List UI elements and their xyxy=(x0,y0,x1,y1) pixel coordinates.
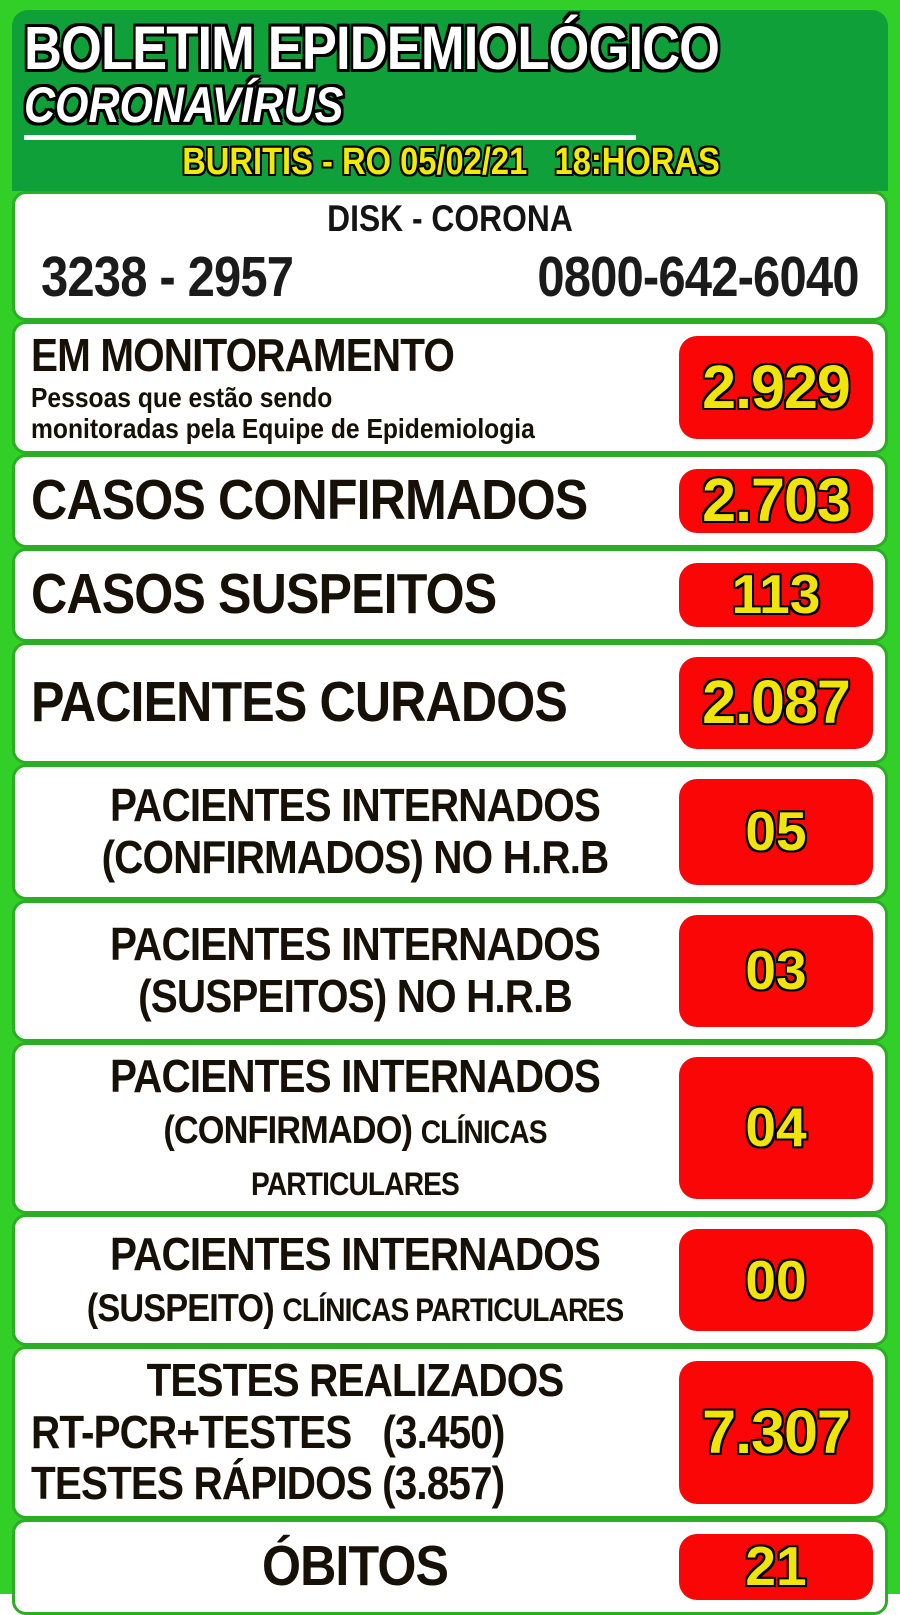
stat-row xyxy=(12,548,888,642)
stat-label-line: PACIENTES INTERNADOS xyxy=(110,1049,600,1102)
stat-value: 05 xyxy=(745,800,807,863)
stat-label xyxy=(31,780,679,883)
stat-value: 113 xyxy=(731,563,821,626)
stat-label-line: PACIENTES CURADOS xyxy=(31,669,567,734)
stat-label xyxy=(31,1355,679,1510)
stat-badge xyxy=(679,657,873,749)
stat-value: 04 xyxy=(745,1096,807,1159)
stat-label xyxy=(31,563,679,627)
header-underline xyxy=(24,135,636,140)
content-stack xyxy=(12,191,888,1615)
stat-badge xyxy=(679,336,873,438)
stat-row xyxy=(12,900,888,1042)
stat-value: 7.307 xyxy=(702,1397,850,1466)
location-date-line: BURITIS - RO 05/02/21 18:HORAS xyxy=(182,141,720,183)
stat-value: 21 xyxy=(745,1535,807,1598)
stat-badge xyxy=(679,915,873,1027)
stat-label-line: monitoradas pela Equipe de Epidemiologia xyxy=(31,413,535,445)
stat-value: 2.703 xyxy=(702,466,850,535)
stat-row xyxy=(12,764,888,900)
stat-label-line: Pessoas que estão sendo xyxy=(31,381,333,413)
stat-value: 03 xyxy=(745,939,807,1002)
stat-label-line xyxy=(70,1102,640,1205)
stat-value: 00 xyxy=(745,1248,807,1311)
hotline-box xyxy=(12,191,888,322)
stat-value: 2.929 xyxy=(702,353,850,422)
stat-label-part: CLÍNICAS PARTICULARES xyxy=(282,1292,624,1329)
stat-row xyxy=(12,454,888,548)
bulletin-title: BOLETIM EPIDEMIOLÓGICO xyxy=(24,14,720,82)
stat-label-line: RT-PCR+TESTES (3.450) xyxy=(31,1405,505,1458)
stat-label xyxy=(31,919,679,1022)
stat-badge xyxy=(679,1534,873,1600)
phone-local: 3238 - 2957 xyxy=(41,245,294,310)
stat-label-line: TESTES REALIZADOS xyxy=(146,1354,564,1407)
stat-badge xyxy=(679,1361,873,1504)
stat-label xyxy=(31,1535,679,1599)
stat-label-part: (CONFIRMADO) xyxy=(163,1109,421,1153)
coronavirus-subtitle: CORONAVÍRUS xyxy=(24,77,344,133)
stat-badge xyxy=(679,563,873,627)
header-panel xyxy=(12,10,888,191)
stat-label-line xyxy=(70,1280,640,1332)
stat-label-line: CASOS SUSPEITOS xyxy=(31,561,497,626)
phone-numbers-row xyxy=(33,240,867,310)
stat-label-line: (SUSPEITOS) NO H.R.B xyxy=(138,969,572,1022)
stat-label-line: PACIENTES INTERNADOS xyxy=(110,779,600,832)
stat-label-line: PACIENTES INTERNADOS xyxy=(110,918,600,971)
stat-label-line: ÓBITOS xyxy=(261,1533,449,1598)
stat-row xyxy=(12,1346,888,1519)
stat-label xyxy=(31,671,679,735)
stat-row xyxy=(12,1519,888,1615)
stat-label-line: (CONFIRMADOS) NO H.R.B xyxy=(101,830,609,883)
stat-label-line: EM MONITORAMENTO xyxy=(31,329,454,382)
stat-label-line: PACIENTES INTERNADOS xyxy=(110,1227,600,1280)
stat-label xyxy=(31,330,679,444)
stat-label-line: TESTES RÁPIDOS (3.857) xyxy=(31,1457,505,1510)
stat-badge xyxy=(679,466,873,535)
stat-label-line: CASOS CONFIRMADOS xyxy=(31,467,588,532)
stat-value: 2.087 xyxy=(702,668,850,737)
hotline-title: DISK - CORONA xyxy=(327,197,573,239)
stat-badge xyxy=(679,779,873,885)
stat-row xyxy=(12,1042,888,1215)
stat-label-part: CLÍNICAS PARTICULARES xyxy=(251,1114,554,1202)
stat-row xyxy=(12,1214,888,1346)
stat-label-part: (SUSPEITO) xyxy=(86,1287,283,1331)
stat-badge xyxy=(679,1229,873,1331)
stat-row xyxy=(12,321,888,453)
stat-badge xyxy=(679,1057,873,1200)
stat-label xyxy=(31,469,679,533)
phone-tollfree: 0800-642-6040 xyxy=(537,245,859,310)
stat-label xyxy=(31,1051,679,1206)
stat-label xyxy=(31,1229,679,1332)
stat-row xyxy=(12,642,888,764)
